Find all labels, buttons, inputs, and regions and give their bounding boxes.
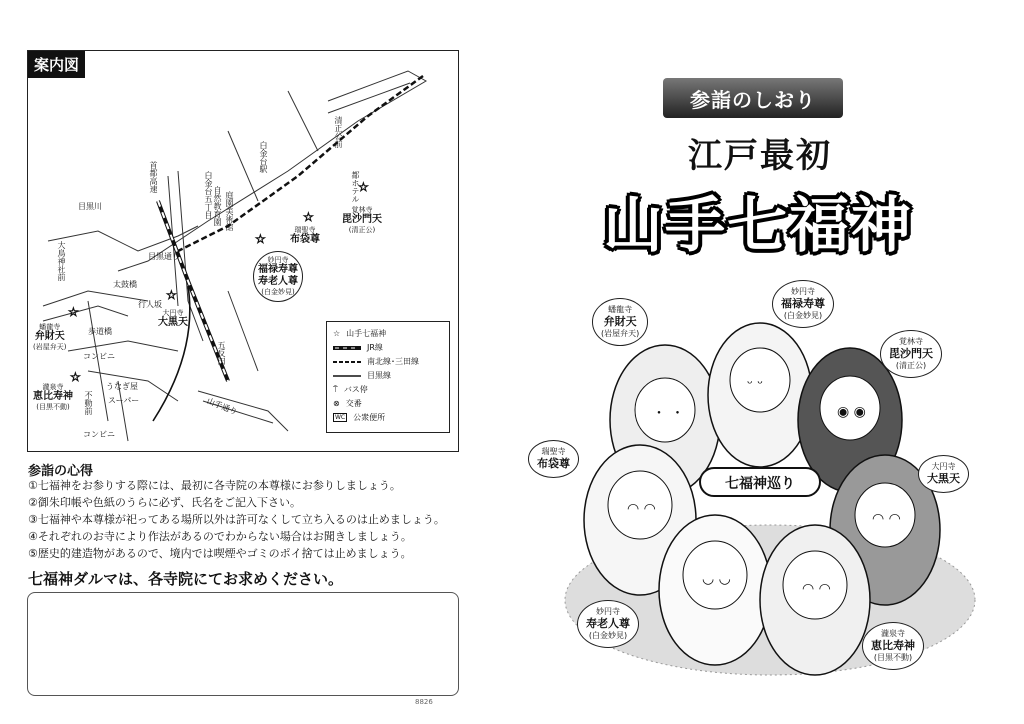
map-label: 大鳥神社前 <box>57 241 66 281</box>
map-label: 清正公前 <box>334 116 343 148</box>
guide-map <box>27 50 459 452</box>
map-label: コンビニ <box>83 352 115 361</box>
guidelines-title: 参詣の心得 <box>28 464 94 479</box>
map-label: 目黒通り <box>148 252 180 261</box>
map-label: 山手通り <box>205 396 239 417</box>
temple-star-icon: ☆ <box>255 232 266 246</box>
deity-label: 蟠龍寺 弁財天 (岩屋弁天) <box>592 298 648 346</box>
toilet-icon: WC <box>335 414 346 421</box>
guideline-item: ⑤歴史的建造物があるので、境内では喫煙やゴミのポイ捨ては止めましょう。 <box>28 547 412 560</box>
map-title: 案内図 <box>28 51 85 78</box>
deity-label: 妙円寺 寿老人尊 (白金妙見) <box>577 600 639 648</box>
svg-text:◠ ◠: ◠ ◠ <box>802 581 831 597</box>
temple-star-icon: ☆ <box>358 180 369 194</box>
cover-badge: 参詣のしおり <box>663 78 843 118</box>
temple-star-icon: ☆ <box>68 305 79 319</box>
temple-star-icon: ☆ <box>303 210 314 224</box>
star-icon: ☆ <box>333 329 341 338</box>
deity-label: 覚林寺 毘沙門天 (清正公) <box>880 330 942 378</box>
map-label: 行人坂 <box>138 300 162 309</box>
svg-text:ᵕ ᵕ: ᵕ ᵕ <box>747 376 764 392</box>
map-label: スーパー <box>108 396 140 405</box>
guideline-item: ③七福神や本尊様が祀ってある場所以外は許可なくして立ち入るのは止めましょう。 <box>28 513 445 526</box>
daruma-notice: 七福神ダルマは、各寺院にてお求めください。 <box>28 570 344 588</box>
map-temple-label: 大円寺 大黒天 <box>158 309 188 329</box>
temple-star-icon: ☆ <box>166 288 177 302</box>
map-label: 五反田 <box>217 341 226 365</box>
guideline-item: ①七福神をお参りする際には、最初に各寺院の本尊様にお参りしましょう。 <box>28 479 401 492</box>
map-label: 歩道橋 <box>88 327 112 336</box>
cover-title: 山手七福神 <box>603 191 913 261</box>
map-label: 都ホテル <box>351 171 360 203</box>
map-temple-label: 妙円寺 福禄寿尊 寿老人尊 (白金妙見) <box>253 251 303 302</box>
map-temple-label: 蟠龍寺 弁財天 (岩屋弁天) <box>33 323 67 352</box>
temple-star-icon: ☆ <box>70 370 81 384</box>
cover-subtitle: 江戸最初 <box>688 136 832 176</box>
subway-line-icon <box>333 359 361 365</box>
deity-label: 瑞聖寺 布袋尊 <box>528 440 579 478</box>
footer-code: 8826 <box>415 698 433 706</box>
svg-text:・ ・: ・ ・ <box>652 406 685 422</box>
map-label: 庭園美術館 <box>225 191 234 231</box>
memo-box <box>27 592 459 696</box>
deity-label: 大円寺 大黒天 <box>918 455 969 493</box>
svg-text:◡ ◡: ◡ ◡ <box>702 571 731 587</box>
map-label: 白金台五丁目 <box>204 171 213 219</box>
banner-text: 七福神巡り <box>725 476 795 492</box>
deity-label: 瀧泉寺 恵比寿神 (目黒不動) <box>862 622 924 670</box>
svg-text:◉ ◉: ◉ ◉ <box>837 404 866 420</box>
map-label: 太鼓橋 <box>113 280 137 289</box>
deity-label: 妙円寺 福禄寿尊 (白金妙見) <box>772 280 834 328</box>
map-label: 不動前 <box>84 391 93 415</box>
map-temple-label: 瑞聖寺 布袋尊 <box>290 226 320 246</box>
meguro-line-icon <box>333 373 361 379</box>
bus-stop-icon: ⍑ <box>333 384 338 394</box>
map-label: 首都高速 <box>149 161 158 193</box>
map-label: うなぎ屋 <box>106 382 138 391</box>
map-temple-label: 覚林寺 毘沙門天 (清正公) <box>342 206 382 235</box>
jr-line-icon <box>333 345 361 351</box>
map-legend: ☆ 山手七福神 JR線 南北線･三田線 目黒線 ⍑ バス停 ⊗ 交番 WC 公衆便所 <box>326 321 450 433</box>
guideline-item: ②御朱印帳や色紙のうらに必ず、氏名をご記入下さい。 <box>28 496 301 509</box>
map-temple-label: 瀧泉寺 恵比寿神 (目黒不動) <box>33 383 73 412</box>
guideline-item: ④それぞれのお寺により作法があるのでわからない場合はお聞きしましょう。 <box>28 530 412 543</box>
map-label: 目黒川 <box>78 202 102 211</box>
svg-text:◠ ◠: ◠ ◠ <box>872 511 901 527</box>
map-label: 自然教育園 <box>213 186 222 226</box>
koban-icon: ⊗ <box>333 399 340 408</box>
svg-text:◠ ◠: ◠ ◠ <box>627 501 656 517</box>
map-label: コンビニ <box>83 430 115 439</box>
map-label: 白金台駅 <box>259 141 268 173</box>
